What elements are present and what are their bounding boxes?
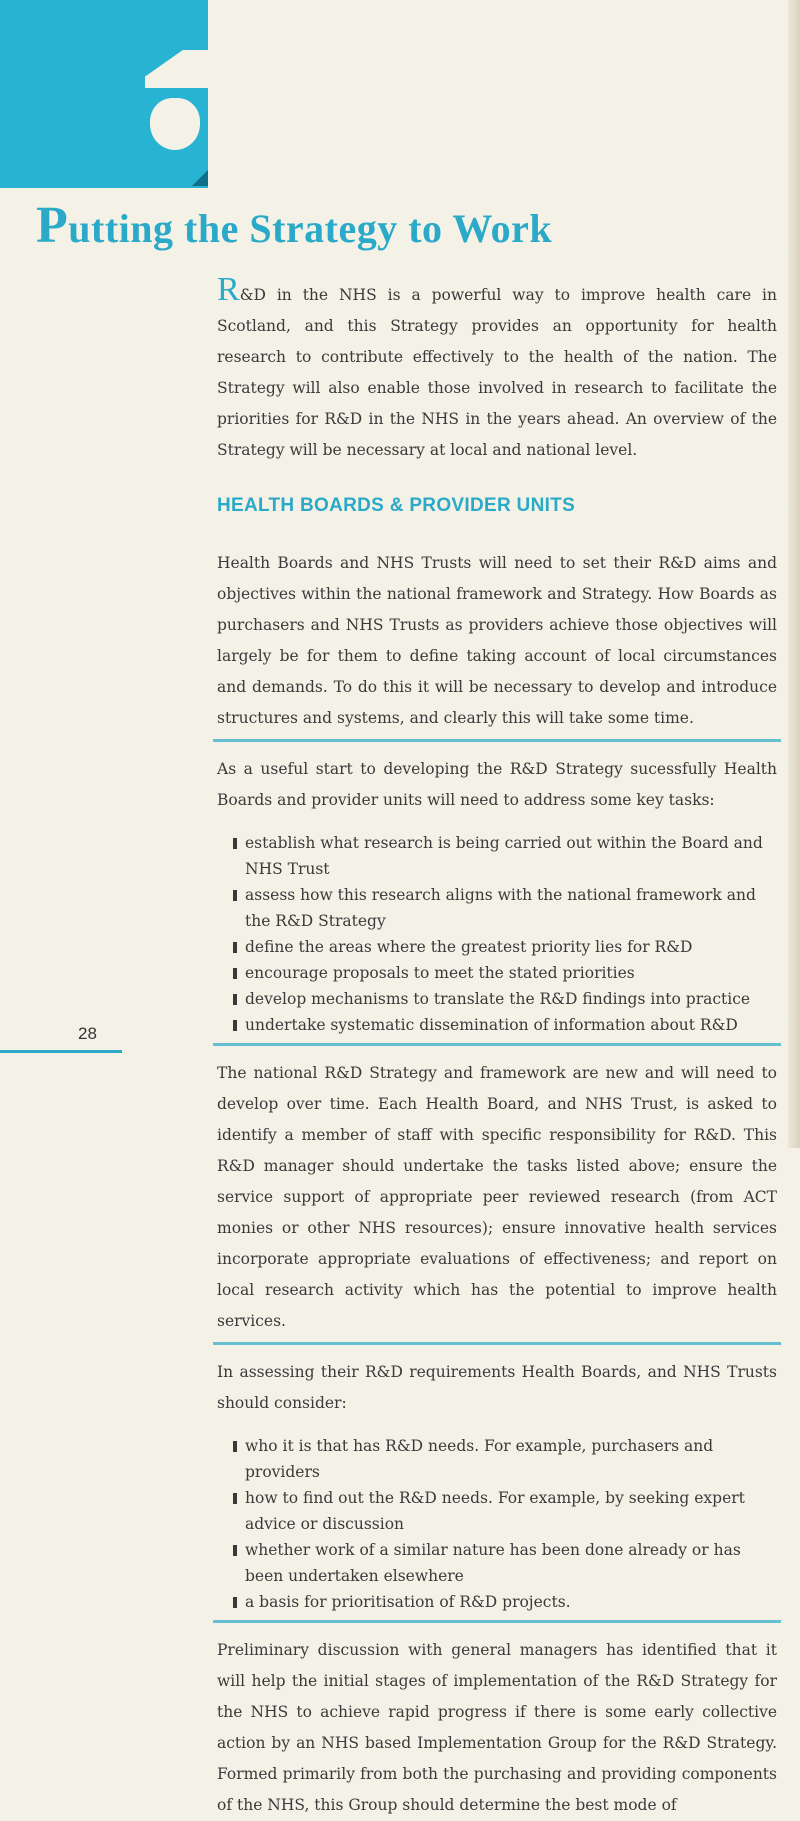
logo-graphic [0, 0, 208, 188]
title-rest: utting the Strategy to Work [68, 206, 553, 251]
list-item: a basis for prioritisation of R&D projects. [233, 1589, 777, 1615]
section-heading: HEALTH BOARDS & PROVIDER UNITS [217, 495, 576, 516]
list-item: assess how this research aligns with the national framework and the R&D Strategy [233, 882, 777, 934]
paragraph-rd-manager: The national R&D Strategy and framework are new and will need to develop over time. Each Health Board, and NHS Trust, is asked to identify a member of staff with specific responsibility for R&D. This R&D manager should undertake the tasks listed above; ensure the service support of appropriate peer reviewed research (from ACT monies or other NHS resources); ensure innovative health services incorporate appropriate evaluations of effectiveness; and report on local research activity which has the potential to improve health services. [217, 1064, 777, 1330]
page-number: 28 [78, 1024, 97, 1043]
list-item: whether work of a similar nature has been done already or has been undertaken elsewhere [233, 1537, 777, 1589]
list-item: who it is that has R&D needs. For example, purchasers and providers [233, 1433, 777, 1485]
list-item: how to find out the R&D needs. For example, by seeking expert advice or discussion [233, 1485, 777, 1537]
corner-triangle-icon [192, 170, 208, 186]
page-title [36, 197, 776, 254]
divider [213, 1043, 781, 1046]
paragraph-key-tasks: As a useful start to developing the R&D Strategy sucessfully Health Boards and provider units will need to address some key tasks: [217, 760, 777, 809]
paragraph-implementation: Preliminary discussion with general managers has identified that it will help the initial stages of implementation of the R&D Strategy for the NHS to achieve rapid progress if there is some early collective action by an NHS based Implementation Group for the R&D Strategy. Formed primarily from both the purchasing and providing components of the NHS, this Group should determine the best mode of [217, 1641, 777, 1814]
page-edge [788, 0, 800, 1148]
intro-paragraph [217, 271, 777, 466]
drop-cap: R [217, 271, 240, 308]
main-content [217, 271, 777, 1821]
considerations-list [233, 1433, 777, 1615]
logo-circle-icon [150, 98, 200, 150]
page-number-rule [0, 1050, 122, 1053]
paragraph-framework: Health Boards and NHS Trusts will need to set their R&D aims and objectives within the national framework and Strategy. How Boards as purchasers and NHS Trusts as providers achieve those objectives will largely be for them to define taking account of local circumstances and demands. To do this it will be necessary to develop and introduce structures and systems, and clearly this will take some time. [217, 554, 777, 727]
list-item: encourage proposals to meet the stated priorities [233, 960, 777, 986]
logo-shape-icon [145, 50, 208, 88]
divider [213, 1620, 781, 1623]
list-item: establish what research is being carried out within the Board and NHS Trust [233, 830, 777, 882]
title-initial: P [36, 197, 69, 254]
paragraph-assessing: In assessing their R&D requirements Health Boards, and NHS Trusts should consider: [217, 1363, 777, 1412]
divider [213, 739, 781, 742]
tasks-list [233, 830, 777, 1038]
list-item: undertake systematic dissemination of information about R&D [233, 1012, 777, 1038]
intro-text: &D in the NHS is a powerful way to improve health care in Scotland, and this Strategy provides an opportunity for health research to contribute effectively to the health of the nation. The Strategy will also enable those involved in research to facilitate the priorities for R&D in the NHS in the years ahead. An overview of the Strategy will be necessary at local and national level. [217, 286, 777, 459]
divider [213, 1342, 781, 1345]
list-item: develop mechanisms to translate the R&D findings into practice [233, 986, 777, 1012]
list-item: define the areas where the greatest priority lies for R&D [233, 934, 777, 960]
